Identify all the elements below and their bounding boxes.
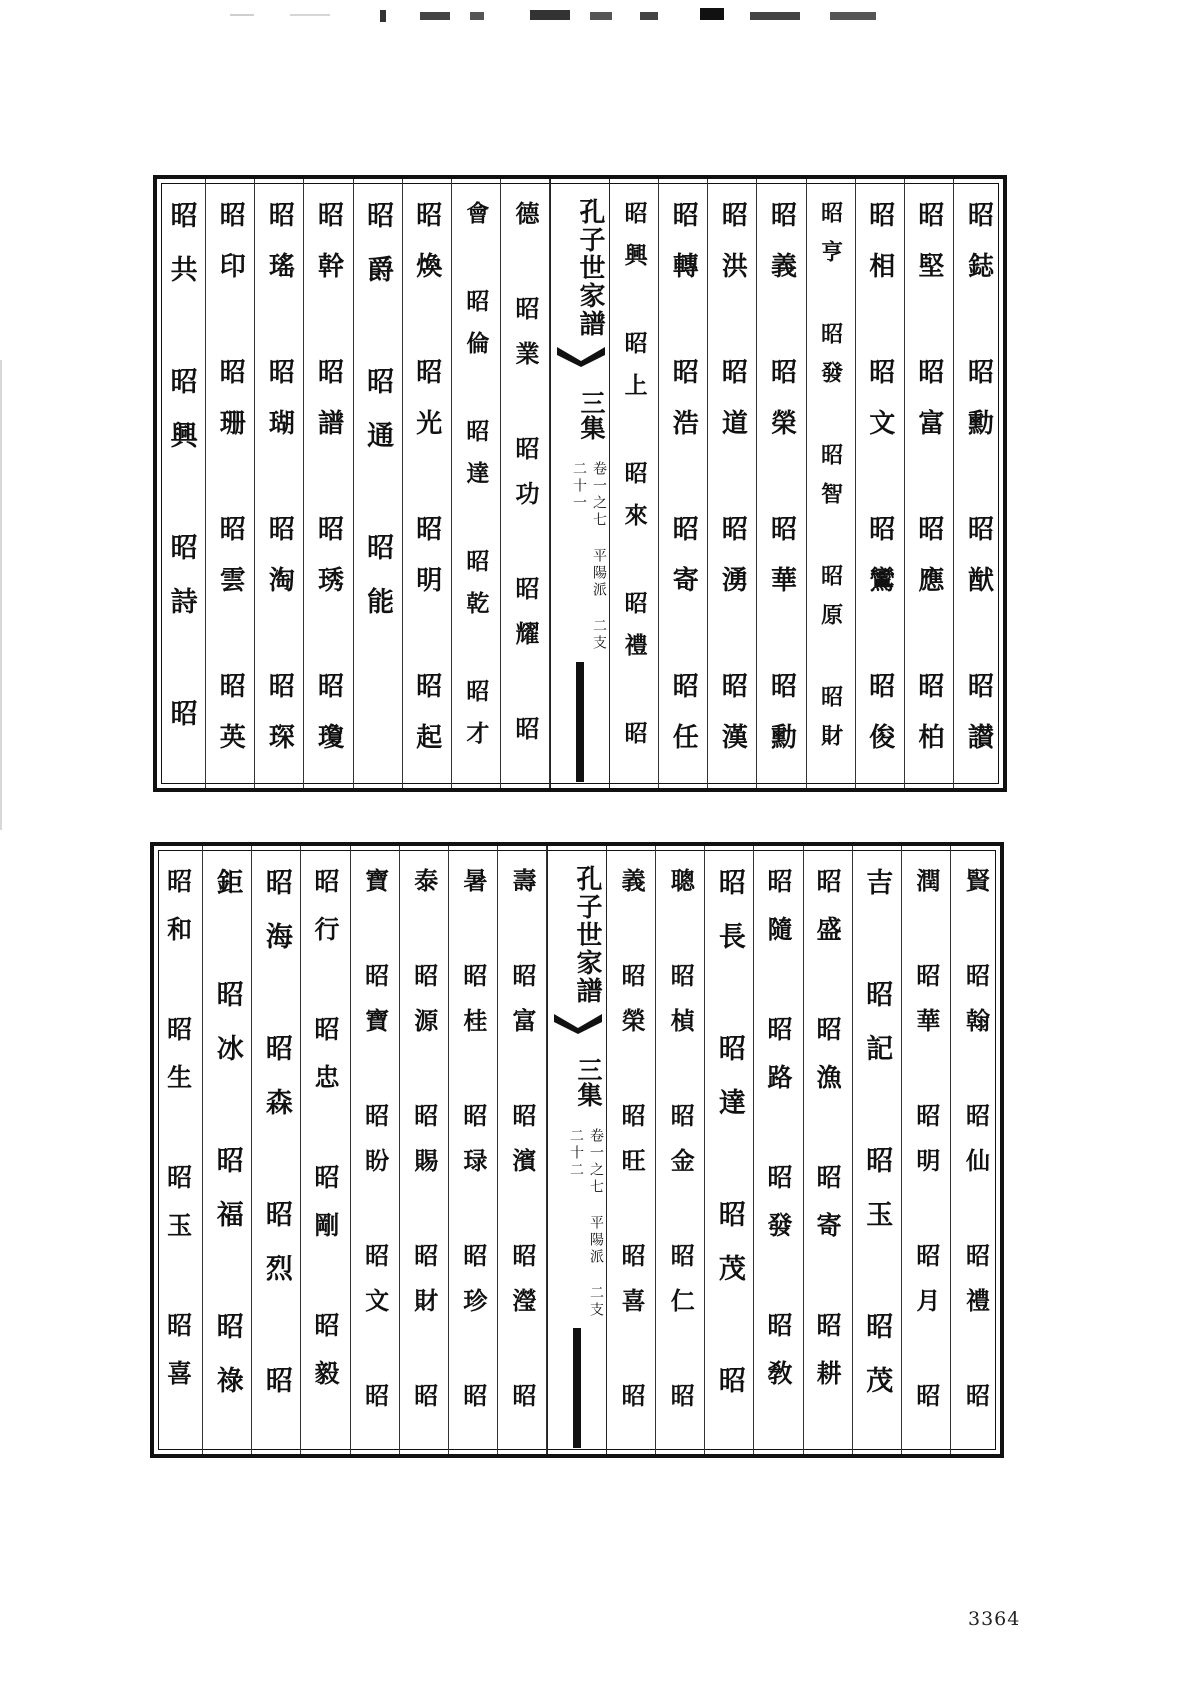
- name-column-text: 昭亨 昭發 昭智 昭原 昭財: [817, 201, 844, 763]
- name-column-text: 潤 昭華 昭明 昭月 昭: [911, 868, 941, 1428]
- name-column: [351, 846, 400, 1454]
- name-column-text: 昭海 昭森 昭烈 昭: [260, 868, 292, 1420]
- name-column-text: 昭隨 昭路 昭發 昭敎: [763, 868, 793, 1408]
- center-bar: [573, 1328, 581, 1448]
- name-column: [154, 846, 203, 1454]
- name-column: [807, 179, 856, 788]
- name-column-text: 昭洪 昭道 昭湧 昭漢: [717, 201, 748, 774]
- name-column-text: 鉅 昭冰 昭福 昭祿: [211, 868, 243, 1420]
- name-column: [203, 846, 252, 1454]
- name-column: [951, 846, 1000, 1454]
- name-column: [853, 846, 902, 1454]
- name-column: [403, 179, 452, 788]
- name-column-text: 賢 昭翰 昭仙 昭禮 昭: [961, 868, 991, 1428]
- name-column: [498, 846, 547, 1454]
- name-column: [452, 179, 501, 788]
- running-head: [547, 846, 607, 1454]
- name-column-text: 吉 昭記 昭玉 昭茂: [861, 868, 893, 1420]
- name-column-text: 昭興 昭上 昭來 昭禮 昭: [620, 201, 648, 763]
- book-title: 孔子世家譜: [575, 198, 605, 338]
- name-column-text: 昭義 昭榮 昭華 昭勳: [766, 201, 797, 774]
- name-column: [157, 179, 206, 788]
- name-column: [905, 179, 954, 788]
- name-column-text: 昭和 昭生 昭玉 昭喜: [163, 868, 193, 1408]
- name-column: [501, 179, 550, 788]
- name-column-text: 昭盛 昭漁 昭寄 昭耕: [813, 868, 843, 1408]
- name-column-text: 昭共 昭興 昭詩 昭: [165, 201, 197, 753]
- name-column: [255, 179, 304, 788]
- name-column: [656, 846, 705, 1454]
- name-column: [607, 846, 656, 1454]
- name-column: [206, 179, 255, 788]
- name-column-text: 寶 昭寶 昭盼 昭文 昭: [360, 868, 390, 1428]
- center-bar: [576, 662, 584, 782]
- name-column-text: 昭印 昭珊 昭雲 昭英: [215, 201, 246, 774]
- name-column-text: 昭瑤 昭瑚 昭淘 昭琛: [264, 201, 295, 774]
- page-number: 3364: [968, 1608, 1021, 1630]
- name-column: [400, 846, 449, 1454]
- name-column: [954, 179, 1003, 788]
- volume-branch-folio: 卷一之七 平陽派 二支 二十二: [568, 1128, 604, 1319]
- name-column: [449, 846, 498, 1454]
- name-column: [757, 179, 806, 788]
- volume-branch-folio: 卷一之七 平陽派 二支 二十一: [571, 461, 607, 652]
- genealogy-page-top: [153, 175, 1007, 792]
- name-column-text: 會 昭倫 昭達 昭乾 昭才: [462, 201, 490, 763]
- genealogy-page-bottom: [150, 842, 1004, 1458]
- name-column: [705, 846, 754, 1454]
- name-column-text: 昭爵 昭通 昭能: [362, 201, 394, 641]
- name-column: [659, 179, 708, 788]
- name-column-text: 昭堅 昭富 昭應 昭柏: [913, 201, 944, 774]
- name-column: [804, 846, 853, 1454]
- name-column: [708, 179, 757, 788]
- name-column-text: 德 昭業 昭功 昭耀 昭: [510, 201, 540, 761]
- name-column-text: 聰 昭楨 昭金 昭仁 昭: [666, 868, 696, 1428]
- collection-label: 三集: [577, 390, 606, 440]
- collection-label: 三集: [574, 1057, 603, 1107]
- name-column-text: 泰 昭源 昭賜 昭財 昭: [409, 868, 439, 1428]
- name-column-text: 昭轉 昭浩 昭寄 昭任: [668, 201, 699, 774]
- name-column: [252, 846, 301, 1454]
- scan-edge-shadow: [0, 360, 2, 830]
- name-column-text: 昭幹 昭譜 昭琇 昭瓊: [313, 201, 344, 774]
- name-column-text: 昭鋕 昭勳 昭猷 昭讃: [963, 201, 994, 774]
- name-column: [754, 846, 803, 1454]
- name-column: [354, 179, 403, 788]
- name-column: [301, 846, 350, 1454]
- running-head: [550, 179, 610, 788]
- name-column: [856, 179, 905, 788]
- fish-tail-mark-icon: [554, 1014, 602, 1034]
- name-column-text: 昭行 昭忠 昭剛 昭毅: [310, 868, 340, 1408]
- fish-tail-mark-icon: [557, 347, 605, 367]
- name-column-text: 暑 昭桂 昭琭 昭珍 昭: [458, 868, 488, 1428]
- name-column: [304, 179, 353, 788]
- name-column: [902, 846, 951, 1454]
- name-column-text: 昭長 昭達 昭茂 昭: [713, 868, 745, 1420]
- name-column-text: 義 昭榮 昭旺 昭喜 昭: [617, 868, 647, 1428]
- top-edge-artifact: [230, 8, 950, 24]
- name-column-text: 昭煥 昭光 昭明 昭起: [411, 201, 442, 774]
- book-title: 孔子世家譜: [572, 865, 602, 1005]
- name-column-text: 壽 昭富 昭濱 昭瀅 昭: [507, 868, 537, 1428]
- name-column: [610, 179, 659, 788]
- name-column-text: 昭相 昭文 昭鸞 昭俊: [864, 201, 895, 774]
